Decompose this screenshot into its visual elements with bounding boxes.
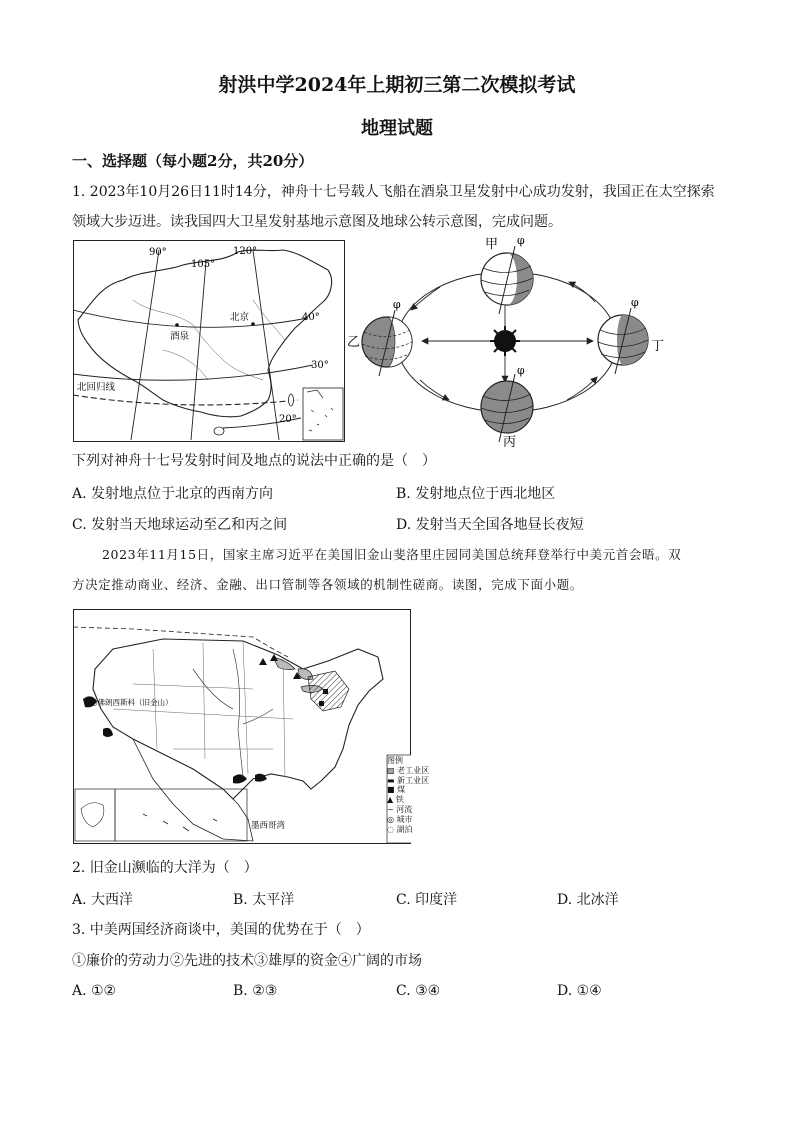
lat-label-20: 20° (279, 414, 297, 425)
label-yi: 乙 (347, 335, 361, 350)
legend-item-lake: ◌ 湖泊 (387, 824, 413, 834)
q1-stem-line2: 领域大步迈进。读我国四大卫星发射基地示意图及地球公转示意图，完成问题。 (72, 214, 562, 230)
axis-symbol-bing: φ (517, 364, 525, 377)
q2-option-d[interactable]: D. 北冰洋 (557, 892, 619, 908)
sf-label: ○佛朗西斯科（旧金山） (91, 698, 173, 707)
jiuquan-label: 酒泉 (170, 331, 190, 342)
legend-item-city: ◎ 城市 (387, 814, 413, 824)
south-china-sea-inset (303, 388, 343, 440)
q1-stem-line1: 1. 2023年10月26日11时14分，神舟十七号载人飞船在酒泉卫星发射中心成功发射，我国正在太空探索 (72, 184, 715, 200)
lon-label-90: 90° (149, 247, 167, 258)
q3-option-a[interactable]: A. ①② (72, 983, 117, 999)
passage-line1: 2023年11月15日，国家主席习近平在美国旧金山斐洛里庄园同美国总统拜登举行中美元首会晤。双 (102, 547, 682, 562)
q1-question: 下列对神舟十七号发射时间及地点的说法中正确的是（ ） (72, 453, 436, 469)
axis-symbol-ding: φ (631, 296, 639, 309)
china-launch-base-map (73, 240, 345, 442)
q2-option-c[interactable]: C. 印度洋 (396, 892, 458, 908)
exam-subtitle: 地理试题 (361, 118, 433, 139)
passage-line2: 方决定推动商业、经济、金融、出口管制等各领域的机制性磋商。读图，完成下面小题。 (72, 577, 583, 592)
q3-option-b[interactable]: B. ②③ (233, 983, 278, 999)
q2-option-b[interactable]: B. 太平洋 (233, 892, 295, 908)
exam-title: 射洪中学2024年上期初三第二次模拟考试 (218, 74, 576, 96)
earth-ding (598, 296, 648, 374)
legend-item-iron: ▲ 铁 (387, 795, 404, 805)
legend-item-coal: ■ 煤 (387, 785, 406, 795)
legend-title: 图例 (387, 756, 403, 765)
lat-label-40: 40° (302, 312, 320, 323)
q3-items: ①廉价的劳动力②先进的技术③雄厚的资金④广阔的市场 (72, 953, 422, 969)
lat-label-30: 30° (311, 360, 329, 371)
label-jia: 甲 (485, 237, 499, 252)
label-ding: 丁 (651, 339, 665, 354)
earth-orbit-diagram (345, 232, 665, 447)
lon-label-105: 105° (191, 259, 216, 270)
axis-symbol-jia: φ (517, 234, 525, 247)
q2-option-a[interactable]: A. 大西洋 (72, 892, 134, 908)
beijing-label: 北京 (230, 312, 250, 323)
legend-list (387, 756, 437, 834)
q1-option-a[interactable]: A. 发射地点位于北京的西南方向 (72, 486, 274, 502)
jiuquan-marker (175, 323, 179, 327)
legend-item-old: ▨ 老工业区 (387, 765, 430, 775)
q2-stem: 2. 旧金山濒临的大洋为（ ） (72, 860, 258, 876)
legend-item-new: ▬ 新工业区 (387, 775, 430, 785)
earth-bing (481, 364, 533, 442)
q3-option-c[interactable]: C. ③④ (396, 983, 441, 999)
gulf-label: 墨西哥湾 (251, 821, 286, 831)
legend-item-river: ~ 河流 (387, 804, 413, 814)
beijing-marker (251, 322, 255, 326)
tropic-label: 北回归线 (77, 382, 116, 393)
q3-stem: 3. 中美两国经济商谈中，美国的优势在于（ ） (72, 922, 370, 938)
axis-symbol-yi: φ (393, 298, 401, 311)
section-heading: 一、选择题（每小题2分，共20分） (72, 152, 314, 170)
q1-option-b[interactable]: B. 发射地点位于西北地区 (396, 486, 556, 502)
q1-option-d[interactable]: D. 发射当天全国各地昼长夜短 (396, 517, 584, 533)
lon-label-120: 120° (233, 246, 258, 257)
earth-yi (362, 298, 412, 376)
label-bing: 丙 (503, 435, 517, 447)
usa-industry-map (73, 609, 411, 844)
q1-option-c[interactable]: C. 发射当天地球运动至乙和丙之间 (72, 517, 288, 533)
q3-option-d[interactable]: D. ①④ (557, 983, 602, 999)
